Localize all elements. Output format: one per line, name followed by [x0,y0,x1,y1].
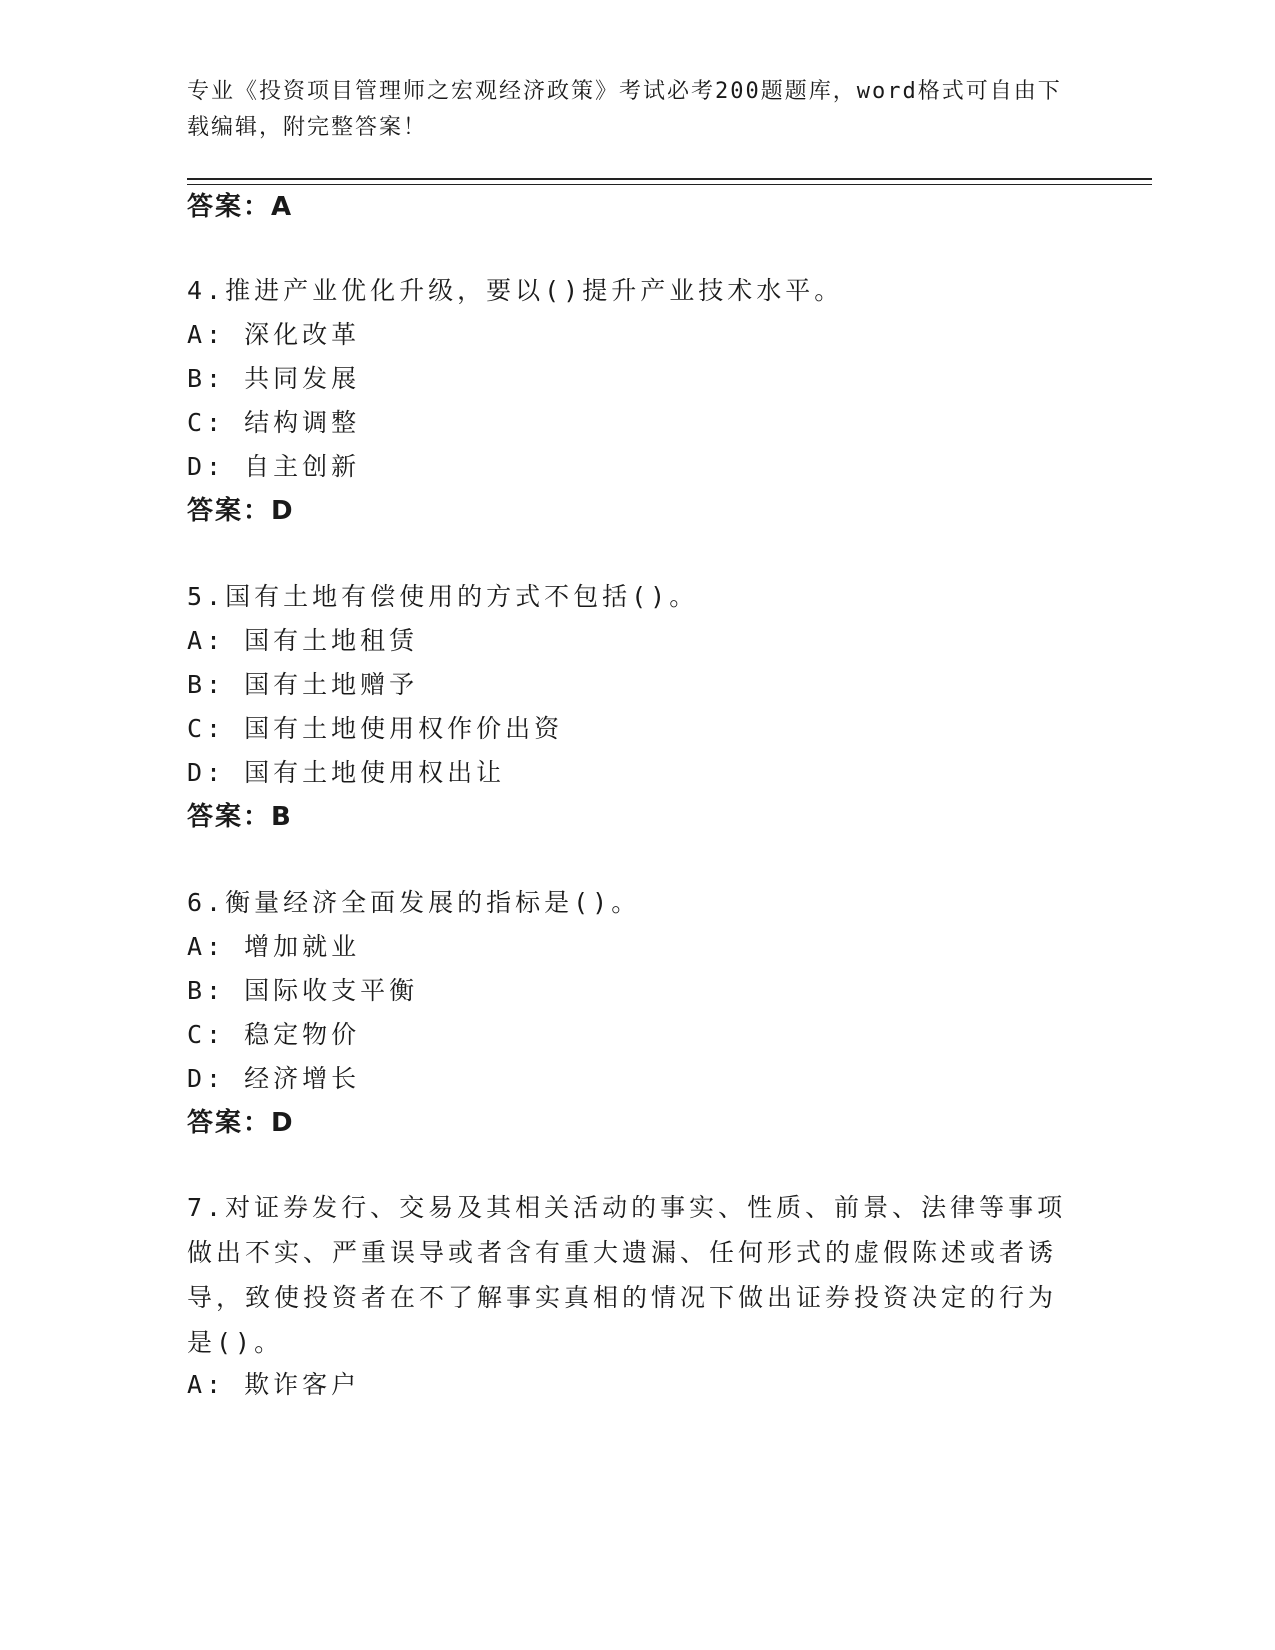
question-5-answer: 答案：B [187,802,293,832]
question-5-option-d: D: 国有土地使用权出让 [187,758,506,787]
question-7-option-a: A: 欺诈客户 [187,1370,361,1399]
question-4-option-a: A: 深化改革 [187,320,361,349]
question-4-option-d: D: 自主创新 [187,452,361,481]
question-5-option-a: A: 国有土地租赁 [187,626,419,655]
question-5-stem: 5.国有土地有偿使用的方式不包括()。 [187,582,699,611]
question-4-answer: 答案：D [187,496,295,526]
question-5-option-b: B: 国有土地赠予 [187,670,419,699]
question-6-option-c: C: 稳定物价 [187,1020,361,1049]
question-7-stem: 7.对证券发行、交易及其相关活动的事实、性质、前景、法律等事项做出不实、严重误导或者含有重大遗漏、任何形式的虚假陈述或者诱导，致使投资者在不了解事实真相的情况下做出证券投资决定的行为是()。 [187,1193,1067,1357]
question-6-answer: 答案：D [187,1108,295,1138]
header-rule-thin [187,184,1152,185]
question-4-stem: 4.推进产业优化升级，要以()提升产业技术水平。 [187,276,844,305]
question-4-option-b: B: 共同发展 [187,364,361,393]
question-4-option-c: C: 结构调整 [187,408,361,437]
document-header: 专业《投资项目管理师之宏观经济政策》考试必考200题题库，word格式可自由下载编辑，附完整答案！ [187,79,1062,140]
question-6-option-a: A: 增加就业 [187,932,361,961]
question-6-option-d: D: 经济增长 [187,1064,361,1093]
answer-prev: 答案：A [187,192,294,222]
question-6-option-b: B: 国际收支平衡 [187,976,419,1005]
header-rule-thick [187,178,1152,180]
question-6-stem: 6.衡量经济全面发展的指标是()。 [187,888,641,917]
question-5-option-c: C: 国有土地使用权作价出资 [187,714,564,743]
